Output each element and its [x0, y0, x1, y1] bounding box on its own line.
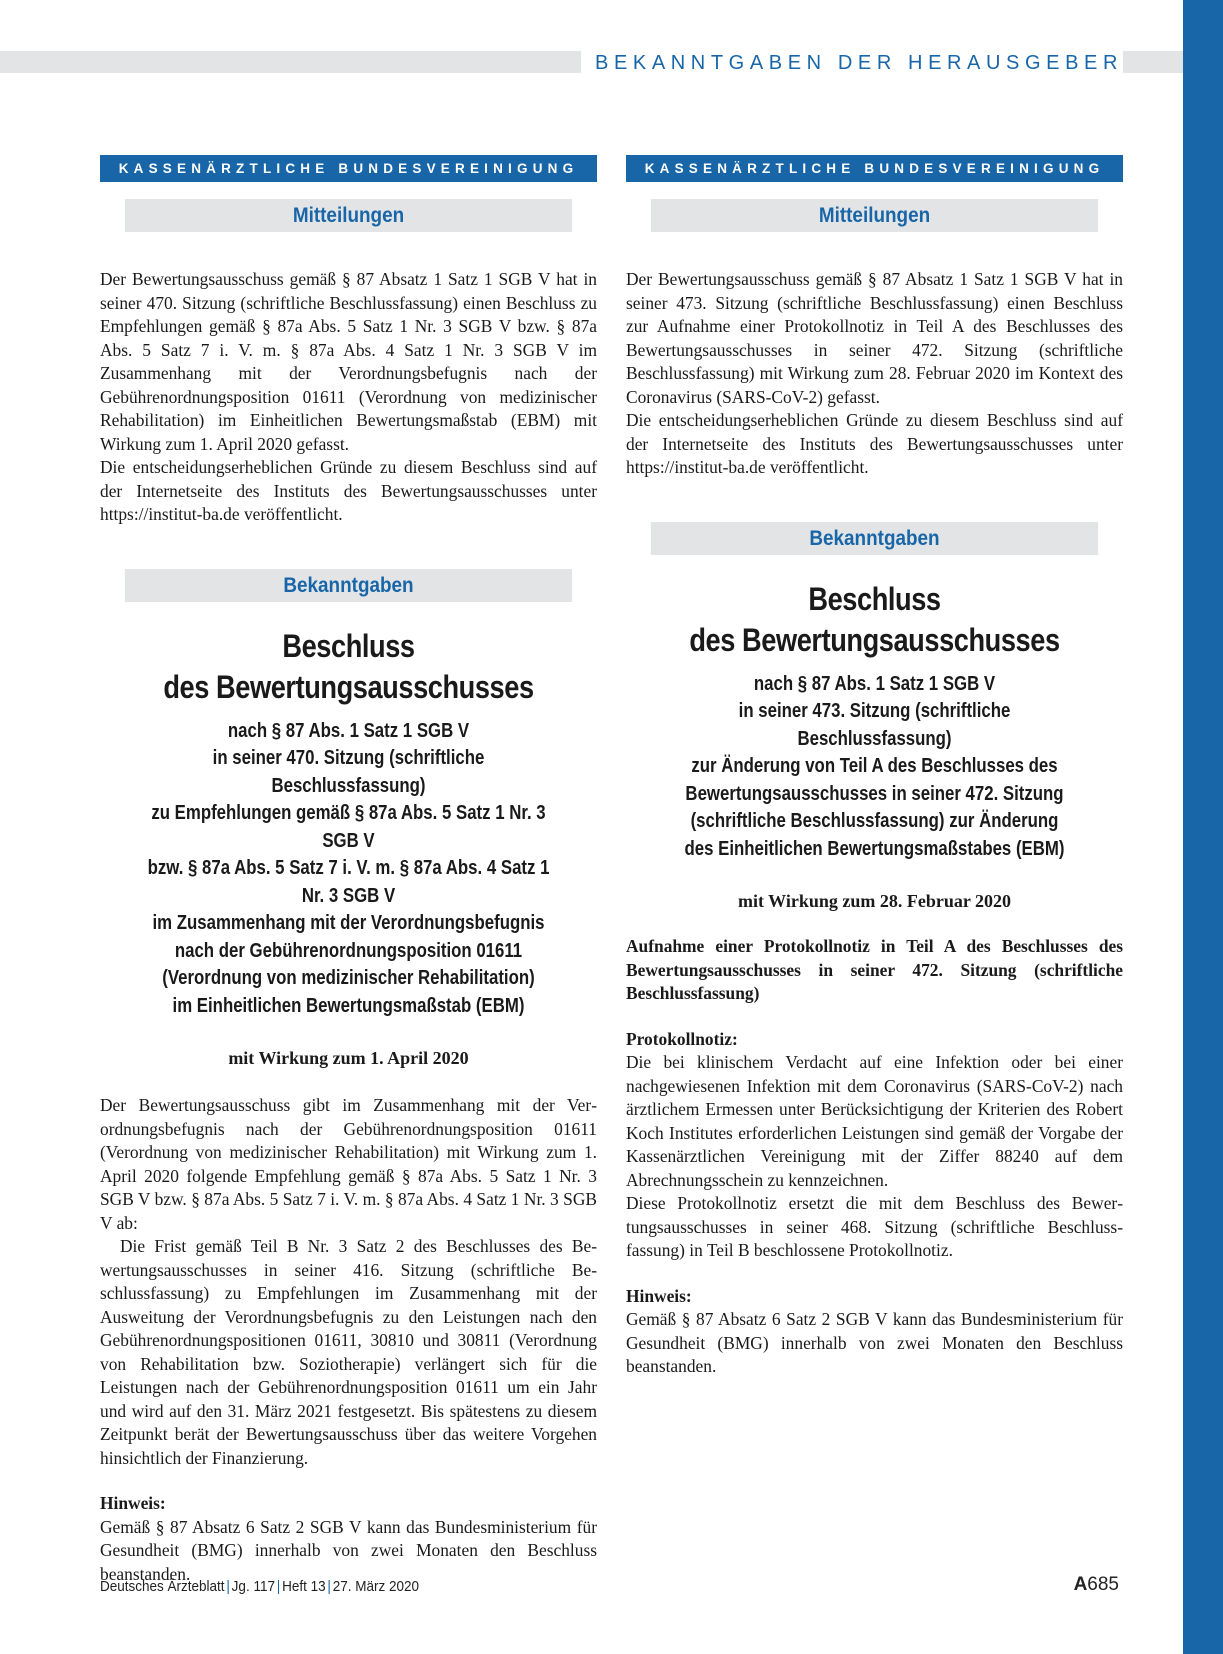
mitteilungen-heading: Mitteilungen	[651, 199, 1098, 232]
hinweis-label: Hinweis:	[100, 1493, 166, 1513]
bekanntgaben-heading: Bekanntgaben	[125, 569, 572, 602]
beschluss-subtitle: nach § 87 Abs. 1 Satz 1 SGB V in seiner 473. Sitzung (schriftliche Beschlussfassung) zur Änderung von Teil A des Beschlusses des Bewertungsausschusses in seiner 472. Sitzung (schriftliche Beschlussfassung) zur Änderung des Einheitlichen Bewertungsmaßstabes (EBM)	[684, 672, 1065, 860]
hinweis-label: Hinweis:	[626, 1285, 692, 1306]
effective-date: mit Wirkung zum 28. Februar 2020	[737, 891, 1011, 911]
mitteilungen-heading: Mitteilungen	[125, 199, 572, 232]
journal-issue: Heft 13	[282, 1578, 326, 1595]
section-title: BEKANNTGABEN DER HERAUSGEBER	[581, 48, 1123, 78]
beschluss-title-line: des Bewertungsausschusses	[163, 668, 534, 705]
page-edge-sidebar	[1183, 0, 1223, 1654]
beschluss-title	[137, 626, 559, 708]
footer-separator: |	[327, 1578, 331, 1595]
footer-separator: |	[276, 1578, 281, 1595]
effective-date: mit Wirkung zum 1. April 2020	[228, 1048, 469, 1068]
page-prefix: A	[1073, 1574, 1088, 1595]
mitteilungen-paragraph: Der Bewertungsausschuss gemäß § 87 Absatz 1 Satz 1 SGB V hat in seiner 473. Sitzung (schriftliche Beschlussfassung) einen Beschluss zur Aufnahme einer Protokollnotiz in Teil A des Beschlusses des Bewertungsausschusses in seiner 472. Sitzung (schriftliche Beschlussfassung) mit Wirkung zum 28. Februar 2020 im Kontext des Coronavirus (SARS-CoV-2) gefasst.	[626, 269, 1123, 407]
org-banner: KASSENÄRZTLICHE BUNDESVEREINIGUNG	[100, 155, 597, 182]
beschluss-title	[663, 579, 1085, 661]
journal-volume: Jg. 117	[231, 1578, 275, 1595]
protokollnotiz-paragraph: Die bei klinischem Verdacht auf eine Infektion oder bei einer nachgewiesenen Infektion mit dem Coronavirus (SARS-CoV-2) nach ärztlichem Ermessen unter Berücksichtigung der Kriterien des Robert Koch Institutes erforderlichen Leistungen sind gemäß der Vorgabe der Kassenärztlichen Vereinigung mit der Ziffer 88240 auf dem Abrechnungsschein zu kennzeichnen.	[626, 1052, 1123, 1190]
intro-bold: Aufnahme einer Protokollnotiz in Teil A des Beschlusses des Bewertungsausschusses in seiner 472. Sitzung (schriftliche Beschlussfassung)	[626, 936, 1123, 1003]
protokollnotiz-paragraph: Diese Protokollnotiz ersetzt die mit dem Beschluss des Bewertungsausschusses in seiner 468. Sitzung (schriftliche Beschlussfassung) in Teil B beschlossene Protokollnotiz.	[626, 1193, 1123, 1260]
protokollnotiz-label: Protokollnotiz:	[626, 1028, 738, 1049]
hinweis-text: Gemäß § 87 Absatz 6 Satz 2 SGB V kann das Bundesministerium für Gesundheit (BMG) innerhalb von zwei Monaten den Beschluss beanstanden.	[626, 1309, 1123, 1376]
beschluss-title-line: Beschluss	[282, 627, 415, 664]
footer-citation	[100, 1578, 419, 1595]
beschluss-title-line: des Bewertungsausschusses	[689, 621, 1060, 658]
journal-date: 27. März 2020	[332, 1578, 420, 1595]
beschluss-title-line: Beschluss	[808, 580, 941, 617]
beschluss-subtitle: nach § 87 Abs. 1 Satz 1 SGB V in seiner 470. Sitzung (schriftliche Beschlussfassung) zu Empfehlungen gemäß § 87a Abs. 5 Satz 1 Nr. 3 SGB V bzw. § 87a Abs. 5 Satz 7 i. V. m. § 87a Abs. 4 Satz 1 Nr. 3 SGB V im Zusammenhang mit der Verordnungsbefugnis nach der Gebührenordnungsposition 01611 (Verordnung von medizinischer Rehabilitation) im Einheitlichen Bewertungsmaßstab (EBM)	[147, 719, 550, 1017]
org-banner: KASSENÄRZTLICHE BUNDESVEREINIGUNG	[626, 155, 1123, 182]
footer-separator: |	[226, 1578, 230, 1595]
mitteilungen-paragraph: Die entscheidungserheblichen Gründe zu diesem Beschluss sind auf der Internetseite des Instituts des Bewertungsausschusses unter https://institut-ba.de veröffentlicht.	[100, 457, 597, 524]
bekanntgaben-heading: Bekanntgaben	[651, 522, 1098, 555]
page-number-value: 685	[1087, 1574, 1119, 1595]
body-paragraph: Der Bewertungsausschuss gibt im Zusammenhang mit der Verordnungsbefugnis nach der Gebührenordnungsposition 01611 (Verordnung von medizinischer Rehabilitation) mit Wirkung zum 1. April 2020 folgende Empfehlung gemäß § 87a Abs. 5 Satz 1 Nr. 3 SGB V bzw. § 87a Abs. 5 Satz 7 i. V. m. § 87a Abs. 4 Satz 1 Nr. 3 SGB V ab:	[100, 1095, 597, 1233]
body-paragraph: Die Frist gemäß Teil B Nr. 3 Satz 2 des Beschlusses des Bewertungsausschusses in seiner 416. Sitzung (schriftliche Beschlussfassung) zu Empfehlungen im Zusammenhang mit der Ausweitung der Verordnungsbefugnis zu den Leistungen nach den Gebührenordnungspositionen 01611, 30810 und 30811 (Verordnung von Rehabilitation bzw. Soziotherapie) verlängert sich für die Leistungen nach der Gebührenordnungsposition 01611 um ein Jahr und wird auf den 31. März 2021 festgesetzt. Bis spätestens zu diesem Zeitpunkt berät der Bewertungsausschuss über das weitere Vorgehen hinsichtlich der Finanzierung.	[100, 1236, 597, 1468]
page-number	[1074, 1574, 1119, 1596]
left-column	[100, 155, 597, 1586]
right-column	[626, 155, 1123, 1379]
mitteilungen-paragraph: Die entscheidungserheblichen Gründe zu diesem Beschluss sind auf der Internetseite des Instituts des Bewertungsausschusses unter https://institut-ba.de veröffentlicht.	[626, 410, 1123, 477]
hinweis-text: Gemäß § 87 Absatz 6 Satz 2 SGB V kann das Bundesministerium für Gesundheit (BMG) innerhalb von zwei Monaten den Beschluss beanstanden.	[100, 1516, 597, 1584]
mitteilungen-paragraph: Der Bewertungsausschuss gemäß § 87 Absatz 1 Satz 1 SGB V hat in seiner 470. Sitzung (schriftliche Beschlussfassung) einen Beschluss zu Empfehlungen gemäß § 87a Abs. 5 Satz 1 Nr. 3 SGB V bzw. § 87a Abs. 5 Satz 7 i. V. m. § 87a Abs. 4 Satz 1 Nr. 3 SGB V im Zusammenhang mit der Verordnungsbefugnis nach der Gebührenordnungsposition 01611 (Verordnung von medizinischer Rehabilitation) im Einheitlichen Bewertungsmaßstab (EBM) mit Wirkung zum 1. April 2020 gefasst.	[100, 269, 597, 454]
journal-name: Deutsches Ärzteblatt	[100, 1578, 225, 1595]
